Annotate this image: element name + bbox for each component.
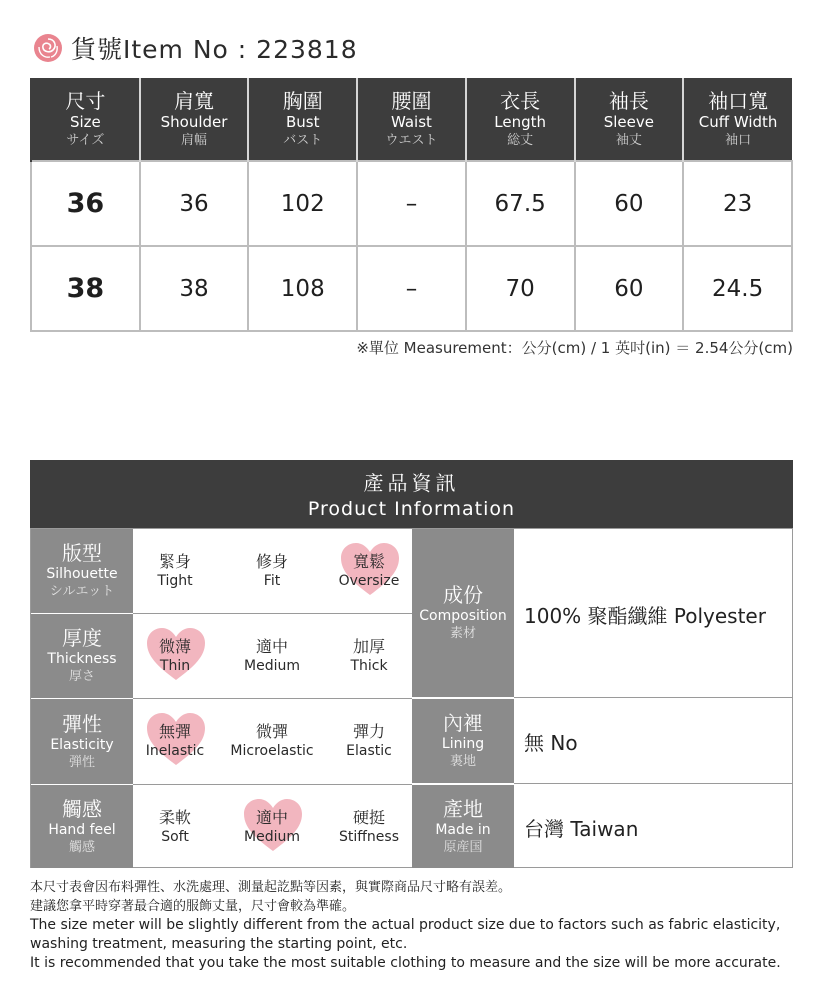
attribute-label-ja: シルエット — [49, 584, 115, 599]
option — [225, 721, 319, 761]
made-in-label-ja: 原産国 — [443, 839, 483, 855]
option-text — [128, 551, 222, 591]
size-header-cell — [575, 78, 684, 161]
option-en: Soft — [161, 829, 189, 845]
measurement-cell: 23 — [683, 161, 792, 246]
option-text — [225, 636, 319, 676]
measurement-cell: 60 — [575, 161, 684, 246]
size-header-zh: 衣長 — [500, 88, 541, 113]
size-header-en: Bust — [286, 112, 320, 131]
size-header-en: Cuff Width — [698, 112, 778, 131]
size-header-ja: 袖口 — [725, 132, 752, 148]
size-header-cell — [140, 78, 249, 161]
item-header — [33, 31, 358, 65]
option — [128, 807, 222, 847]
option-text — [322, 721, 416, 761]
size-header-zh: 袖口寬 — [708, 88, 769, 113]
size-value-cell: 36 — [31, 161, 140, 246]
size-header-ja: サイズ — [66, 132, 105, 148]
lining-label — [412, 699, 514, 783]
product-info-title-en: Product Information — [307, 498, 516, 520]
option — [322, 636, 416, 676]
option-text — [322, 807, 416, 847]
option — [225, 551, 319, 591]
lining-label-zh: 內裡 — [443, 711, 483, 735]
size-header-cell — [248, 78, 357, 161]
size-header-zh: 肩寬 — [174, 88, 215, 113]
item-number-label: 貨號Item No : 223818 — [71, 35, 358, 64]
size-header-cell — [683, 78, 792, 161]
footnote-zh-2: 建議您拿平時穿著最合適的服飾丈量，尺寸會較為準確。 — [30, 899, 356, 914]
attribute-label — [31, 529, 133, 613]
attribute-label-ja: 觸感 — [68, 839, 95, 855]
option-en: Tight — [157, 573, 193, 589]
table-row — [31, 246, 792, 331]
measurement-cell: 67.5 — [466, 161, 575, 246]
size-header-cell — [466, 78, 575, 161]
made-in-label-en: Made in — [435, 821, 491, 838]
option-zh: 硬挺 — [352, 808, 385, 827]
option-text — [225, 807, 319, 847]
attribute-label-zh: 厚度 — [62, 626, 102, 650]
composition-label-zh: 成份 — [443, 583, 483, 607]
measurement-cell: 36 — [140, 161, 249, 246]
divider — [133, 613, 412, 614]
option-zh: 彈力 — [352, 722, 385, 741]
unit-note: ※單位 Measurement：公分(cm) / 1 英吋(in) ＝ 2.54公分(cm) — [356, 339, 793, 357]
option-en: Oversize — [338, 573, 400, 589]
attribute-label-en: Hand feel — [48, 821, 116, 838]
product-info-box — [30, 528, 793, 868]
option-text — [128, 807, 222, 847]
measurement-cell: 70 — [466, 246, 575, 331]
size-header-zh: 袖長 — [608, 88, 649, 113]
composition-label — [412, 529, 514, 697]
attribute-label-en: Silhouette — [46, 566, 118, 582]
size-header-ja: 総丈 — [507, 132, 534, 148]
product-info-header — [30, 460, 793, 528]
size-header-en: Sleeve — [603, 112, 654, 131]
option-en: Fit — [263, 573, 281, 589]
lining-value: 無 No — [524, 731, 578, 755]
footnote-en-3: It is recommended that you take the most suitable clothing to measure and the size will be more accurate. — [30, 955, 781, 971]
measurement-cell: 60 — [575, 246, 684, 331]
option-text — [128, 636, 222, 676]
attribute-label — [31, 785, 133, 868]
option-en: Medium — [244, 829, 300, 845]
size-table-body — [31, 161, 792, 331]
made-in-label-zh: 產地 — [443, 796, 483, 821]
measurement-cell: 108 — [248, 246, 357, 331]
size-value-cell: 38 — [31, 246, 140, 331]
size-header-cell — [31, 78, 140, 161]
divider — [133, 698, 412, 699]
attribute-label-zh: 觸感 — [62, 796, 102, 821]
measurement-cell: 102 — [248, 161, 357, 246]
option-zh: 柔軟 — [158, 808, 191, 827]
size-header-ja: ウエスト — [385, 132, 438, 148]
attribute-label-en: Elasticity — [50, 736, 114, 753]
rose-icon — [33, 33, 63, 63]
measurement-cell: 38 — [140, 246, 249, 331]
selected-option — [128, 721, 222, 761]
made-in-label — [412, 785, 514, 868]
divider — [514, 783, 793, 784]
attribute-label-en: Thickness — [47, 651, 117, 667]
size-header-en: Waist — [390, 112, 432, 131]
measurement-cell: – — [357, 161, 466, 246]
selected-option — [322, 551, 416, 591]
composition-value: 100% 聚酯纖維 Polyester — [524, 604, 766, 628]
option-text — [322, 551, 416, 591]
divider — [514, 697, 793, 698]
composition-label-en: Composition — [419, 608, 507, 624]
measurement-cell: 24.5 — [683, 246, 792, 331]
option-en: Elastic — [346, 743, 392, 759]
option-zh: 微彈 — [255, 722, 288, 741]
selected-option — [128, 636, 222, 676]
product-info-title-zh: 產品資訊 — [363, 471, 460, 495]
option-en: Thin — [159, 658, 191, 674]
size-header-zh: 胸圍 — [282, 88, 323, 113]
made-in-value: 台灣 Taiwan — [524, 817, 639, 841]
option-zh: 寬鬆 — [352, 552, 385, 571]
size-header-zh: 尺寸 — [65, 88, 106, 113]
attribute-label-zh: 彈性 — [62, 711, 102, 736]
option-en: Thick — [350, 658, 388, 674]
size-header-zh: 腰圍 — [391, 88, 432, 113]
size-table-header-row — [31, 78, 792, 161]
size-header-en: Length — [494, 112, 547, 131]
attribute-label-zh: 版型 — [62, 541, 102, 565]
option-zh: 適中 — [255, 808, 288, 827]
option-zh: 適中 — [255, 637, 288, 656]
option-en: Stiffness — [339, 829, 399, 845]
option-text — [128, 721, 222, 761]
attribute-label — [31, 699, 133, 784]
lining-label-en: Lining — [441, 736, 485, 752]
option — [322, 721, 416, 761]
composition-label-ja: 素材 — [449, 626, 476, 641]
footnote-en-2: washing treatment, measuring the starting point, etc. — [30, 936, 408, 952]
footnote-en-1: The size meter will be slightly different from the actual product size due to factors such as fabric elasticity, — [30, 917, 781, 933]
size-table — [30, 78, 793, 332]
option-zh: 修身 — [255, 552, 288, 571]
size-header-ja: 肩幅 — [181, 132, 208, 148]
option — [225, 636, 319, 676]
footnote — [30, 878, 810, 973]
option-en: Microelastic — [230, 743, 314, 759]
selected-option — [225, 807, 319, 847]
footnote-zh-1: 本尺寸表會因布料彈性、水洗處理、測量起訖點等因素，與實際商品尺寸略有誤差。 — [30, 880, 512, 895]
option — [128, 551, 222, 591]
option — [322, 807, 416, 847]
size-header-ja: 袖丈 — [615, 132, 642, 148]
option-zh: 微薄 — [158, 637, 191, 656]
size-header-en: Shoulder — [160, 112, 228, 131]
table-row — [31, 161, 792, 246]
option-en: Medium — [244, 658, 300, 674]
option-en: Inelastic — [145, 743, 205, 759]
attribute-label-ja: 弾性 — [68, 754, 95, 770]
attribute-label-ja: 厚さ — [68, 669, 95, 684]
size-header-ja: バスト — [283, 132, 323, 148]
attribute-label — [31, 614, 133, 698]
option-zh: 無彈 — [158, 722, 191, 741]
measurement-cell: – — [357, 246, 466, 331]
size-header-en: Size — [69, 112, 101, 131]
option-zh: 加厚 — [352, 637, 385, 656]
size-header-cell — [357, 78, 466, 161]
option-text — [225, 551, 319, 591]
lining-label-ja: 裏地 — [449, 754, 476, 769]
option-text — [225, 721, 319, 761]
option-zh: 緊身 — [158, 552, 191, 571]
divider — [133, 784, 412, 785]
option-text — [322, 636, 416, 676]
